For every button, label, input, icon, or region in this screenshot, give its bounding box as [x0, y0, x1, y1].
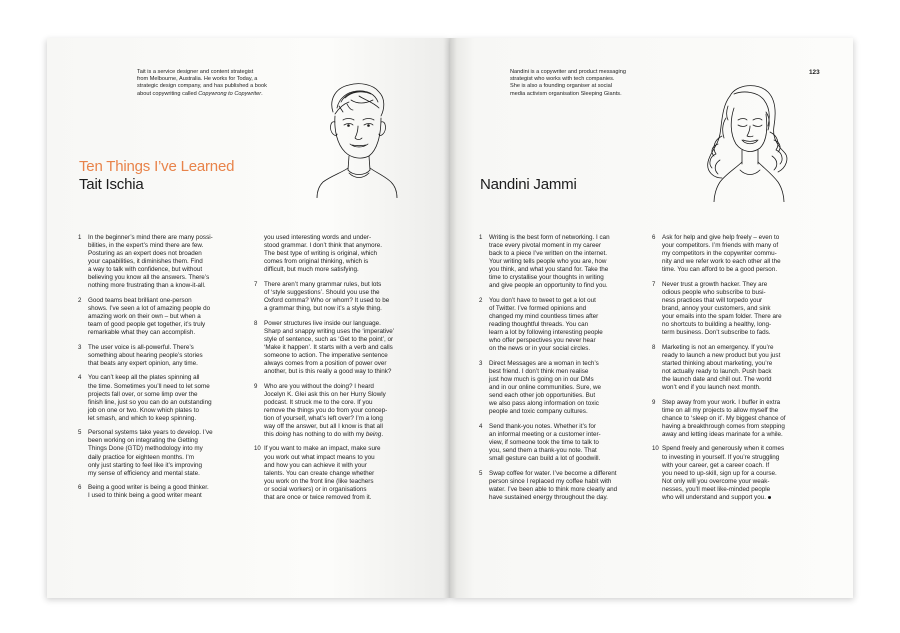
list-item: 4 You can’t keep all the plates spinning all the time. Sometimes you’ll need to let some projects fall over, or some limp over the finish line, just so you can do an outstanding job on one or two. Know which plates to let smash, and which to keep spinning.	[78, 374, 212, 422]
portrait-line-drawing-woman-icon	[700, 78, 796, 202]
list-item: 8 Marketing is not an emergency. If you’re ready to launch a new product but you just started thinking about marketing, you’re not actually ready to launch. Push back the launch date and chill out. The world won’t end if you launch next month.	[652, 343, 781, 391]
nandini-bio	[510, 69, 700, 98]
list-item: 7 Never trust a growth hacker. They are odious people who subscribe to busi- ness practices that will torpedo your brand, annoy your customers, and sink your emails into the spam folder. There are no shortcuts to building a healthy, long- term business. Don’t subscribe to fads.	[652, 280, 782, 337]
section-title: Ten Things I’ve Learned	[79, 158, 235, 175]
list-item-continued: you used interesting words and under- stood grammar. I don’t think that anymore. The best type of writing is original, which comes from original thinking, which is difficult, but much more satisfying.	[264, 234, 382, 274]
tait-bio	[137, 69, 307, 98]
list-item: 1 In the beginner’s mind there are many possi- bilities, in the expert’s mind there are few. Posturing as an expert does not broaden your capabilities, it diminishes them. Find a way to talk with confidence, but without believing you know all the answers. There’s nothing more frustrating than a know-it-all.	[78, 234, 213, 290]
list-item: 7 There aren’t many grammar rules, but lots of ‘style suggestions’. Should you use the Oxford comma? Who or whom? It used to be a grammar thing, but now it’s a style thing.	[254, 280, 390, 312]
list-item: 3 Direct Messages are a woman in tech’s best friend. I don’t think men realise just how much is going on in our DMs and in our online communities. Sure, we send each other job opportunities. But we also pass along information on toxic people and toxic company cultures.	[479, 359, 602, 416]
page-number: 123	[809, 69, 820, 76]
left-page	[47, 38, 450, 598]
list-item: 8 Power structures live inside our language. Sharp and snappy writing uses the ‘imperative’ style of sentence, such as ‘Get to the point’, or ‘Make it happen’. It starts with a verb and calls someone to action. The imperative sentence always comes from a position of power over another, but is this really a good way to think?	[254, 319, 395, 375]
list-item: 10 Spend freely and generously when it comes to investing in yourself. If you’re struggling with your career, get a career coach. If you need to up-skill, sign up for a course. Not only will you overcome your weak- nesses, you’ll meet like-minded people who will understand and support you.	[652, 445, 785, 501]
bio-line: She is also a founding organiser at social	[510, 83, 612, 90]
list-item: 2 Good teams beat brilliant one-person shows. I’ve seen a lot of amazing people do amazing work on their own – but when a team of good people get together, it’s truly remarkable what they can accomplish.	[78, 296, 211, 337]
tait-name-heading: Tait Ischia	[79, 176, 144, 193]
list-item: 5 Personal systems take years to develop. I’ve been working on integrating the Getting Things Done (GTD) methodology into my daily practice for eighteen months. I’m only just starting to feel like it’s improving my sense of efficiency and mental state.	[78, 429, 213, 477]
tait-column-2	[254, 234, 434, 508]
bio-line: media activism organisation Sleeping Giants.	[510, 90, 622, 97]
list-item: 9 Step away from your work. I buffer in extra time on all my projects to allow myself the chance to ‘sleep on it’. My biggest chance of having a breakthrough comes from stepping away and letting ideas marinate for a while.	[652, 398, 786, 438]
list-item: 2 You don’t have to tweet to get a lot out of Twitter. I’ve formed opinions and changed my mind countless times after reading thoughtful threads. You can learn a lot by following interesting people who offer perspectives you never hear on the news or in your social circles.	[479, 296, 603, 353]
bio-line: strategic design company, and has published a book	[137, 83, 267, 90]
list-item: 5 Swap coffee for water. I’ve become a different person since I replaced my coffee habit with water. I’ve been able to think more clearly and have sustained energy throughout the day.	[479, 469, 618, 501]
list-item: 6 Being a good writer is being a good thinker. I used to think being a good writer meant	[78, 484, 209, 500]
book-title: Copywrong to Copywriter	[198, 90, 262, 97]
tait-column-1	[78, 234, 258, 507]
bio-line: Nandini is a copywriter and product messaging	[510, 69, 626, 75]
list-item: 9 Who are you without the doing? I heard Jocelyn K. Glei ask this on her Hurry Slowly podcast. It struck me to the core. If you remove the things you do from your concep- tion of yourself, what’s left over? I’m a long way off the answer, but all I know is that all this doing has nothing to do with my being.	[254, 382, 388, 438]
bio-line: strategist who works with tech companies.	[510, 76, 615, 83]
portrait-line-drawing-man-icon	[315, 78, 399, 198]
magazine-spread	[47, 38, 853, 598]
list-item: 6 Ask for help and give help freely – even to your competitors. I’m friends with many of my competitors in the copywriter commu- nity and we refer work to each other all the time. You can afford to be a good person.	[652, 234, 781, 274]
nandini-column-1	[479, 234, 659, 508]
list-item: 1 Writing is the best form of networking. I can trace every pivotal moment in my career back to a piece I’ve written on the internet. Your writing tells people who you are, how you think, and what you stand for. Take the time to crystallise your thoughts in writing and give people an opportunity to find you.	[479, 234, 610, 290]
nandini-name-heading: Nandini Jammi	[480, 176, 577, 193]
bio-line: from Melbourne, Australia. He works for Today, a	[137, 76, 258, 83]
bio-line: Tait is a service designer and content strategist	[137, 69, 254, 75]
end-bullet-icon	[768, 496, 771, 499]
list-item: 4 Send thank-you notes. Whether it’s for an informal meeting or a customer inter- view, if someone took the time to talk to you, send them a thank-you note. That small gesture can build a lot of goodwill.	[479, 422, 601, 462]
list-item: 3 The user voice is all-powerful. There’s something about hearing people’s stories that beats any expert opinion, any time.	[78, 343, 203, 367]
list-item: 10 If you want to make an impact, make sure you work out what impact means to you and how you can achieve it with your talents. You can create change whether you work on the front line (like teachers or social workers) or in organisations that are once or twice removed from it.	[254, 445, 381, 501]
right-page	[450, 38, 853, 598]
nandini-column-2	[652, 234, 836, 508]
bio-line: about copywriting called Copywrong to Copywriter.	[137, 90, 263, 97]
